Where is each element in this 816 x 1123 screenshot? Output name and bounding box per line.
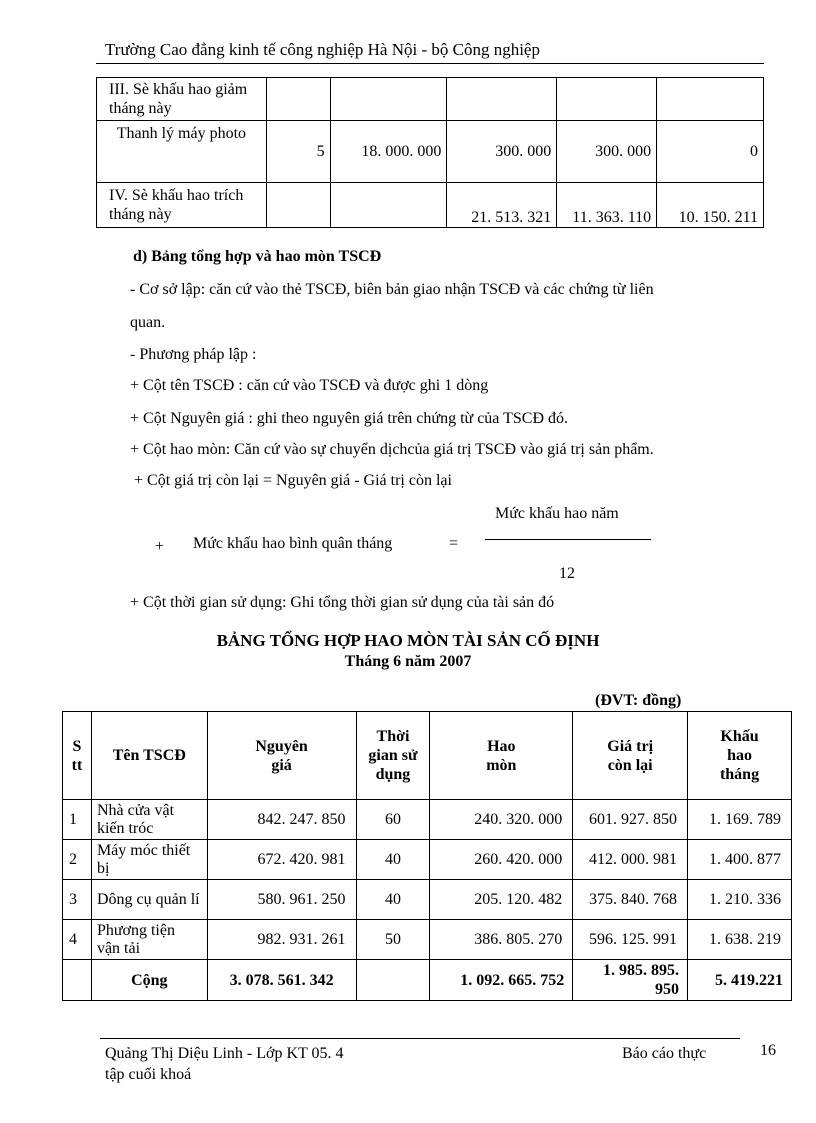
footer-report-continued: tập cuối khoá xyxy=(105,1066,192,1083)
col-header-original: Nguyên giá xyxy=(207,712,356,800)
table-cell: 21. 513. 321 xyxy=(447,183,557,228)
formula-denominator: 12 xyxy=(559,565,575,582)
cell-stt: 4 xyxy=(63,920,92,960)
table-cell xyxy=(657,78,764,121)
table-cell xyxy=(266,183,330,228)
cell-depreciation: 386. 805. 270 xyxy=(430,920,573,960)
table-cell xyxy=(557,78,657,121)
table-cell: 11. 363. 110 xyxy=(557,183,657,228)
table-cell: 300. 000 xyxy=(447,121,557,183)
header-row xyxy=(63,712,792,800)
cell-monthly: 1. 638. 219 xyxy=(688,920,792,960)
table-cell: 10. 150. 211 xyxy=(657,183,764,228)
cell-stt: 1 xyxy=(63,800,92,840)
formula-equals: = xyxy=(449,535,459,552)
footer-author: Quảng Thị Diệu Linh - Lớp KT 05. 4 xyxy=(105,1045,344,1062)
cell-stt: 2 xyxy=(63,840,92,880)
footer-report: Báo cáo thực xyxy=(622,1045,707,1062)
cell-name: Dông cụ quản lí xyxy=(91,880,207,920)
cell-name: Nhà cửa vật kiến tróc xyxy=(91,800,207,840)
cell-monthly: 1. 210. 336 xyxy=(688,880,792,920)
formula-label: Mức khấu hao bình quân tháng xyxy=(193,535,393,552)
basis-line-2: quan. xyxy=(130,314,166,331)
table-cell: 18. 000. 000 xyxy=(330,121,447,183)
table-cell: 5 xyxy=(266,121,330,183)
cell-monthly: 1. 400. 877 xyxy=(688,840,792,880)
formula-numerator: Mức khấu hao năm xyxy=(495,505,619,522)
header-rule xyxy=(96,63,764,64)
unit-label: (ĐVT: đồng) xyxy=(595,692,682,709)
cell-monthly: 1. 169. 789 xyxy=(688,800,792,840)
cell-stt: 3 xyxy=(63,880,92,920)
cell-name: Phương tiện vận tải xyxy=(91,920,207,960)
item-original-column: + Cột Nguyên giá : ghi theo nguyên giá trên chứng từ của TSCĐ đó. xyxy=(130,410,569,427)
total-row xyxy=(63,960,792,1001)
item-remaining-column: + Cột giá trị còn lại = Nguyên giá - Giá trị còn lại xyxy=(134,472,452,489)
table-row xyxy=(63,840,792,880)
row-label: Thanh lý máy photo xyxy=(97,121,267,183)
col-header-monthly: Khấu hao tháng xyxy=(688,712,792,800)
cell-original: 672. 420. 981 xyxy=(207,840,356,880)
section-heading: d) Bảng tổng hợp và hao mòn TSCĐ xyxy=(133,248,382,265)
table-row xyxy=(97,78,764,121)
fraction-line xyxy=(485,539,651,540)
cell-remaining: 601. 927. 850 xyxy=(573,800,688,840)
summary-title: BẢNG TỔNG HỢP HAO MÒN TÀI SẢN CỐ ĐỊNH xyxy=(216,631,600,650)
table-row xyxy=(97,121,764,183)
table-cell xyxy=(330,183,447,228)
total-depreciation: 1. 092. 665. 752 xyxy=(430,960,573,1001)
basis-line-1: - Cơ sở lập: căn cứ vào thẻ TSCĐ, biên bản giao nhận TSCĐ và các chứng từ liên xyxy=(130,281,654,298)
cell-stt xyxy=(63,960,92,1001)
total-monthly: 5. 419.221 xyxy=(688,960,792,1001)
table-cell: 300. 000 xyxy=(557,121,657,183)
cell-name: Máy móc thiết bị xyxy=(91,840,207,880)
cell-years: 40 xyxy=(356,880,430,920)
formula-plus: + xyxy=(155,538,165,555)
summary-subtitle: Tháng 6 năm 2007 xyxy=(344,653,472,670)
table-row xyxy=(63,800,792,840)
table-cell xyxy=(447,78,557,121)
col-header-depreciation: Hao mòn xyxy=(430,712,573,800)
cell-depreciation: 205. 120. 482 xyxy=(430,880,573,920)
cell-original: 580. 961. 250 xyxy=(207,880,356,920)
col-header-name: Tên TSCĐ xyxy=(91,712,207,800)
col-header-remaining: Giá trị còn lại xyxy=(573,712,688,800)
col-header-stt: S tt xyxy=(63,712,92,800)
cell-years xyxy=(356,960,430,1001)
row-label: IV. Sè khấu hao trích tháng này xyxy=(97,183,267,228)
total-original: 3. 078. 561. 342 xyxy=(207,960,356,1001)
total-remaining: 1. 985. 895. 950 xyxy=(573,960,688,1001)
row-label: III. Sè khấu hao giảm tháng này xyxy=(97,78,267,121)
item-years-column: + Cột thời gian sử dụng: Ghi tổng thời gian sử dụng của tài sản đó xyxy=(130,594,555,611)
table-cell xyxy=(330,78,447,121)
cell-depreciation: 240. 320. 000 xyxy=(430,800,573,840)
page-number: 16 xyxy=(760,1042,776,1059)
table-row xyxy=(63,880,792,920)
cell-remaining: 596. 125. 991 xyxy=(573,920,688,960)
fixed-asset-summary-table xyxy=(62,711,792,1001)
table-cell: 0 xyxy=(657,121,764,183)
cell-years: 50 xyxy=(356,920,430,960)
cell-years: 60 xyxy=(356,800,430,840)
cell-years: 40 xyxy=(356,840,430,880)
total-label: Cộng xyxy=(91,960,207,1001)
footer-rule xyxy=(100,1038,740,1039)
cell-depreciation: 260. 420. 000 xyxy=(430,840,573,880)
method-line: - Phương pháp lập : xyxy=(130,346,257,363)
cell-original: 982. 931. 261 xyxy=(207,920,356,960)
depreciation-continuation-table xyxy=(96,77,764,228)
cell-remaining: 375. 840. 768 xyxy=(573,880,688,920)
page-header: Trường Cao đẳng kinh tế công nghiệp Hà Nội - bộ Công nghiệp xyxy=(105,40,540,59)
item-depreciation-column: + Cột hao mòn: Căn cứ vào sự chuyển dịchcủa giá trị TSCĐ vào giá trị sản phẩm. xyxy=(130,441,654,458)
cell-original: 842. 247. 850 xyxy=(207,800,356,840)
table-row xyxy=(63,920,792,960)
table-cell xyxy=(266,78,330,121)
col-header-years: Thời gian sử dụng xyxy=(356,712,430,800)
item-name-column: + Cột tên TSCĐ : căn cứ vào TSCĐ và được ghi 1 dòng xyxy=(130,377,489,394)
cell-remaining: 412. 000. 981 xyxy=(573,840,688,880)
table-row xyxy=(97,183,764,228)
